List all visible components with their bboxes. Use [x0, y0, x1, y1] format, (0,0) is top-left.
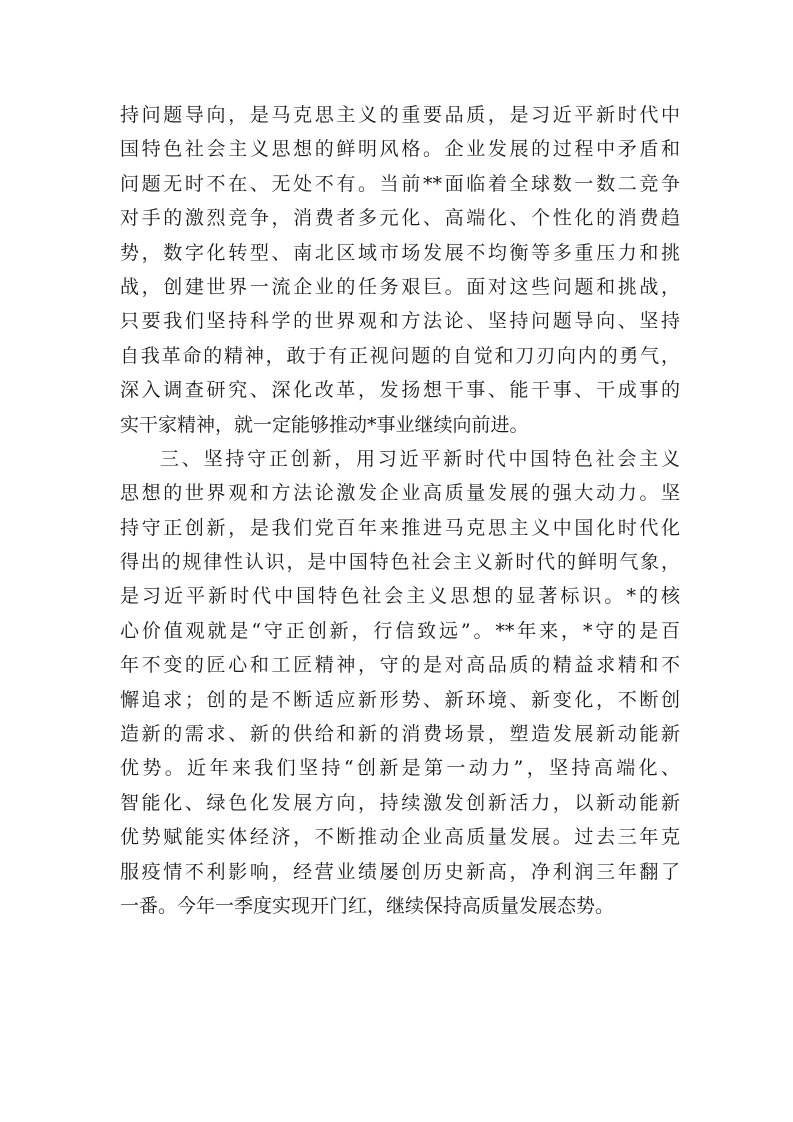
text-line: 智能化、绿色化发展方向，持续激发创新活力，以新动能新 — [120, 791, 680, 814]
text-line: 得出的规律性认识，是中国特色社会主义新时代的鲜明气象， — [120, 551, 680, 574]
text-line: 深入调查研究、深化改革，发扬想干事、能干事、干成事的 — [120, 379, 680, 402]
text-line: 战，创建世界一流企业的任务艰巨。面对这些问题和挑战， — [120, 275, 680, 298]
text-line: 实干家精神，就一定能够推动*事业继续向前进。 — [120, 413, 529, 436]
text-line: 持问题导向，是马克思主义的重要品质，是习近平新时代中 — [120, 104, 680, 126]
text-line: 思想的世界观和方法论激发企业高质量发展的强大动力。坚 — [120, 482, 680, 505]
text-line: 是习近平新时代中国特色社会主义思想的显著标识。*的核 — [120, 585, 680, 608]
text-line: 造新的需求、新的供给和新的消费场景，塑造发展新动能新 — [120, 723, 680, 746]
text-line: 优势。近年来我们坚持“创新是第一动力”，坚持高端化、 — [120, 757, 680, 780]
text-line: 懈追求；创的是不断适应新形势、新环境、新变化，不断创 — [120, 688, 680, 711]
text-line: 一番。今年一季度实现开门红，继续保持高质量发展态势。 — [120, 894, 615, 917]
body-text — [120, 98, 680, 923]
text-line: 自我革命的精神，敢于有正视问题的自觉和刀刃向内的勇气， — [120, 344, 680, 367]
text-line: 国特色社会主义思想的鲜明风格。企业发展的过程中矛盾和 — [120, 138, 680, 161]
paragraph-innovation — [120, 442, 680, 923]
text-line: 心价值观就是“守正创新，行信致远”。**年来，*守的是百 — [120, 619, 680, 642]
text-line: 问题无时不在、无处不有。当前**面临着全球数一数二竞争 — [120, 172, 680, 195]
section-heading-line: 三、坚持守正创新，用习近平新时代中国特色社会主义 — [160, 447, 680, 470]
paragraph-problem-orientation — [120, 98, 680, 442]
text-line: 优势赋能实体经济，不断推动企业高质量发展。过去三年克 — [120, 826, 680, 849]
text-line: 服疫情不利影响，经营业绩屡创历史新高，净利润三年翻了 — [120, 860, 680, 883]
text-line: 只要我们坚持科学的世界观和方法论、坚持问题导向、坚持 — [120, 310, 680, 333]
text-line: 年不变的匠心和工匠精神，守的是对高品质的精益求精和不 — [120, 654, 680, 677]
text-line: 对手的激烈竞争，消费者多元化、高端化、个性化的消费趋 — [120, 207, 680, 230]
text-line: 势，数字化转型、南北区域市场发展不均衡等多重压力和挑 — [120, 241, 680, 264]
text-line: 持守正创新，是我们党百年来推进马克思主义中国化时代化 — [120, 516, 680, 539]
